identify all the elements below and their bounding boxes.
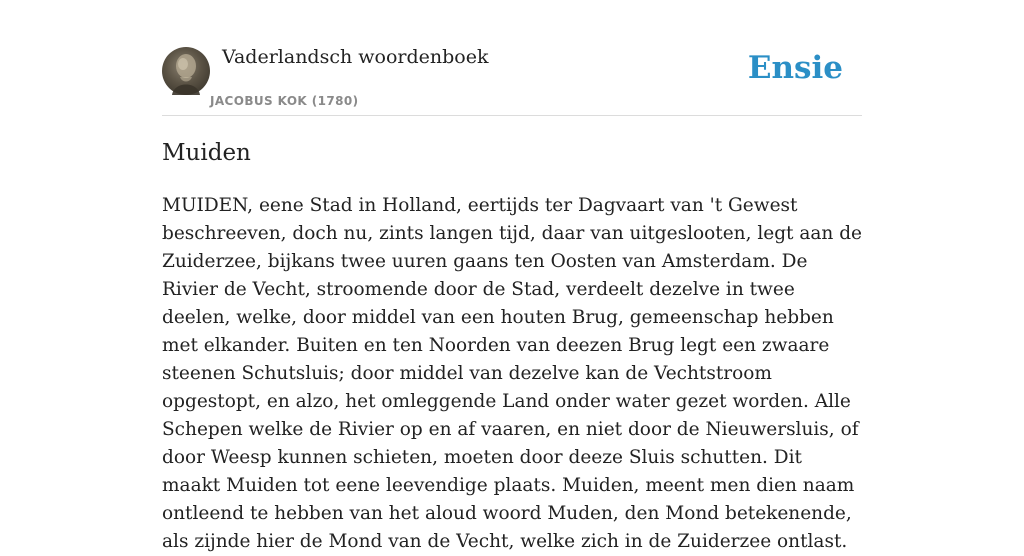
author-avatar[interactable] (162, 47, 210, 95)
content-container (162, 0, 863, 552)
entry-body: MUIDEN, eene Stad in Holland, eertijds ter Dagvaart van 't Gewest beschreeven, doch nu, zints langen tijd, daar van uitgeslooten, legt aan de Zuiderzee, bijkans twee uuren gaans ten Oosten van Amsterdam. De Rivier de Vecht, stroomende door de Stad, verdeelt dezelve in twee deelen, welke, door middel van een houten Brug, gemeenschap hebben met elkander. Buiten en ten Noorden van deezen Brug legt een zwaare steenen Schutsluis; door middel van dezelve kan de Vechtstroom opgestopt, en alzo, het omleggende Land onder water gezet worden. Alle Schepen welke de Rivier op en af vaaren, en niet door de Nieuwersluis, of door Weesp kunnen schieten, moeten door deeze Sluis schutten. Dit maakt Muiden tot eene leevendige plaats. Muiden, meent men dien naam ontleend te hebben van het aloud woord Muden, den Mond betekenende, als zijnde hier de Mond van de Vecht, welke zich in de Zuiderzee ontlast. (162, 195, 863, 552)
site-logo[interactable]: Ensie (747, 50, 843, 86)
entry-title: Muiden (162, 140, 251, 166)
book-title[interactable]: Vaderlandsch woordenboek (222, 46, 489, 68)
page-header (162, 0, 862, 116)
author-label[interactable]: JACOBUS KOK (1780) (210, 94, 359, 108)
portrait-icon (162, 47, 210, 95)
